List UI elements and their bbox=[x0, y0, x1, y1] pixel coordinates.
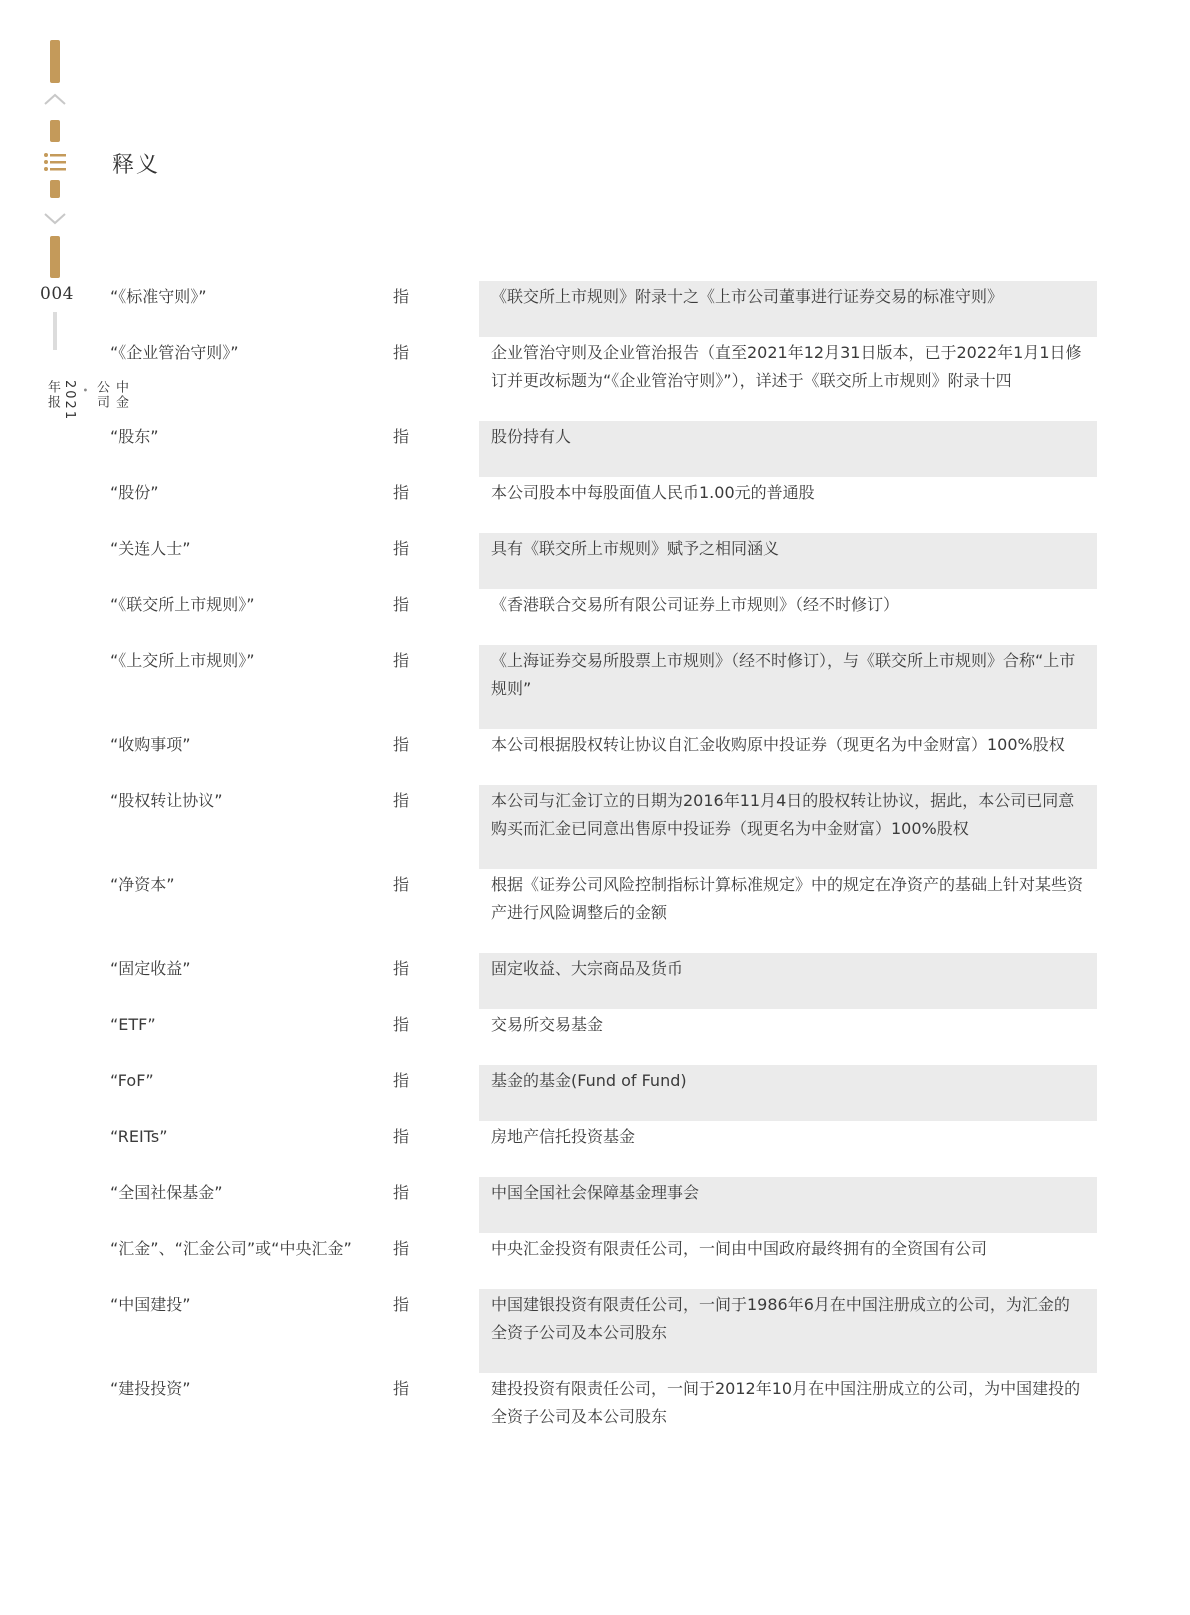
definition-text: 基金的基金(Fund of Fund) bbox=[479, 1065, 1097, 1121]
definition-row bbox=[110, 869, 1100, 953]
chevron-up-icon[interactable] bbox=[43, 92, 67, 106]
definition-refers: 指 bbox=[393, 1239, 410, 1258]
definition-term: “固定收益” bbox=[110, 959, 191, 978]
definition-row bbox=[110, 1373, 1100, 1457]
definition-term: “《联交所上市规则》” bbox=[110, 595, 255, 614]
definition-term: “《标准守则》” bbox=[110, 287, 207, 306]
definition-row bbox=[110, 477, 1100, 533]
definition-text: 《香港联合交易所有限公司证券上市规则》（经不时修订） bbox=[491, 595, 900, 614]
definition-term: “FoF” bbox=[110, 1071, 154, 1090]
definition-refers: 指 bbox=[393, 1015, 410, 1034]
definition-refers: 指 bbox=[393, 595, 410, 614]
definition-refers: 指 bbox=[393, 791, 410, 810]
page-number: 004 bbox=[40, 284, 74, 304]
definition-row bbox=[110, 589, 1100, 645]
definition-text: 中国全国社会保障基金理事会 bbox=[479, 1177, 1097, 1233]
definition-row bbox=[110, 729, 1100, 785]
definition-row bbox=[110, 281, 1100, 337]
definition-refers: 指 bbox=[393, 1127, 410, 1146]
menu-list-icon[interactable] bbox=[43, 150, 67, 174]
definition-text: 固定收益、大宗商品及货币 bbox=[479, 953, 1097, 1009]
definition-refers: 指 bbox=[393, 959, 410, 978]
chevron-down-icon[interactable] bbox=[43, 212, 67, 226]
definition-term: “汇金”、“汇金公司”或“中央汇金” bbox=[110, 1239, 352, 1258]
definition-term: “股份” bbox=[110, 483, 159, 502]
definition-term: “股权转让协议” bbox=[110, 791, 223, 810]
definition-term: “建投投资” bbox=[110, 1379, 191, 1398]
definition-row bbox=[110, 421, 1100, 477]
definition-refers: 指 bbox=[393, 539, 410, 558]
definition-term: “《上交所上市规则》” bbox=[110, 651, 255, 670]
definition-refers: 指 bbox=[393, 1183, 410, 1202]
definition-row bbox=[110, 1289, 1100, 1373]
gold-bar-bottom bbox=[50, 236, 60, 278]
definition-term: “中国建投” bbox=[110, 1295, 191, 1314]
definitions-list bbox=[110, 281, 1100, 1457]
gold-bar-top bbox=[50, 40, 60, 83]
definition-row bbox=[110, 1233, 1100, 1289]
definition-text: 交易所交易基金 bbox=[491, 1015, 604, 1034]
definition-row bbox=[110, 785, 1100, 869]
definition-refers: 指 bbox=[393, 1071, 410, 1090]
definition-refers: 指 bbox=[393, 483, 410, 502]
page-title: 释义 bbox=[112, 153, 161, 178]
definition-row bbox=[110, 1065, 1100, 1121]
definition-row bbox=[110, 645, 1100, 729]
definition-term: “全国社保基金” bbox=[110, 1183, 223, 1202]
definition-term: “收购事项” bbox=[110, 735, 191, 754]
definition-text: 本公司股本中每股面值人民币1.00元的普通股 bbox=[491, 483, 815, 502]
definition-text: 本公司根据股权转让协议自汇金收购原中投证券（现更名为中金财富）100%股权 bbox=[491, 735, 1065, 754]
definition-refers: 指 bbox=[393, 875, 410, 894]
definition-text: 股份持有人 bbox=[479, 421, 1097, 477]
divider bbox=[53, 312, 57, 350]
definition-text: 根据《证券公司风险控制指标计算标准规定》中的规定在净资产的基础上针对某些资产进行风险调整后的金额 bbox=[491, 875, 1084, 922]
definition-row bbox=[110, 1121, 1100, 1177]
definition-text: 房地产信托投资基金 bbox=[491, 1127, 636, 1146]
definition-refers: 指 bbox=[393, 287, 410, 306]
definition-term: “关连人士” bbox=[110, 539, 191, 558]
definition-row bbox=[110, 1177, 1100, 1233]
company-name: 中金公司 bbox=[94, 380, 128, 410]
definition-text: 《联交所上市规则》附录十之《上市公司董事进行证券交易的标准守则》 bbox=[479, 281, 1097, 337]
definition-text: 《上海证券交易所股票上市规则》（经不时修订），与《联交所上市规则》合称“上市规则” bbox=[479, 645, 1097, 729]
definition-refers: 指 bbox=[393, 1379, 410, 1398]
definition-row bbox=[110, 533, 1100, 589]
definition-row bbox=[110, 337, 1100, 421]
definition-text: 中央汇金投资有限责任公司，一间由中国政府最终拥有的全资国有公司 bbox=[491, 1239, 988, 1258]
definition-row bbox=[110, 953, 1100, 1009]
definition-text: 建投投资有限责任公司，一间于2012年10月在中国注册成立的公司，为中国建投的全资子公司及本公司股东 bbox=[491, 1379, 1081, 1426]
definition-term: “REITs” bbox=[110, 1127, 168, 1146]
gold-bar-upper bbox=[50, 120, 60, 142]
gold-bar-middle bbox=[50, 180, 60, 198]
definition-term: “净资本” bbox=[110, 875, 175, 894]
definition-text: 中国建银投资有限责任公司，一间于1986年6月在中国注册成立的公司，为汇金的全资子公司及本公司股东 bbox=[479, 1289, 1097, 1373]
definition-text: 具有《联交所上市规则》赋予之相同涵义 bbox=[479, 533, 1097, 589]
definition-term: “ETF” bbox=[110, 1015, 156, 1034]
definition-row bbox=[110, 1009, 1100, 1065]
definition-refers: 指 bbox=[393, 735, 410, 754]
definition-refers: 指 bbox=[393, 343, 410, 362]
definition-text: 企业管治守则及企业管治报告（直至2021年12月31日版本，已于2022年1月1日修订并更改标题为“《企业管治守则》”），详述于《联交所上市规则》附录十四 bbox=[491, 343, 1082, 390]
definition-refers: 指 bbox=[393, 651, 410, 670]
separator-dot: • bbox=[79, 387, 90, 395]
definition-refers: 指 bbox=[393, 1295, 410, 1314]
definition-term: “《企业管治守则》” bbox=[110, 343, 239, 362]
definition-term: “股东” bbox=[110, 427, 159, 446]
definition-text: 本公司与汇金订立的日期为2016年11月4日的股权转让协议，据此，本公司已同意购买而汇金已同意出售原中投证券（现更名为中金财富）100%股权 bbox=[479, 785, 1097, 869]
report-name: 2021 年报 bbox=[45, 380, 77, 422]
definition-refers: 指 bbox=[393, 427, 410, 446]
